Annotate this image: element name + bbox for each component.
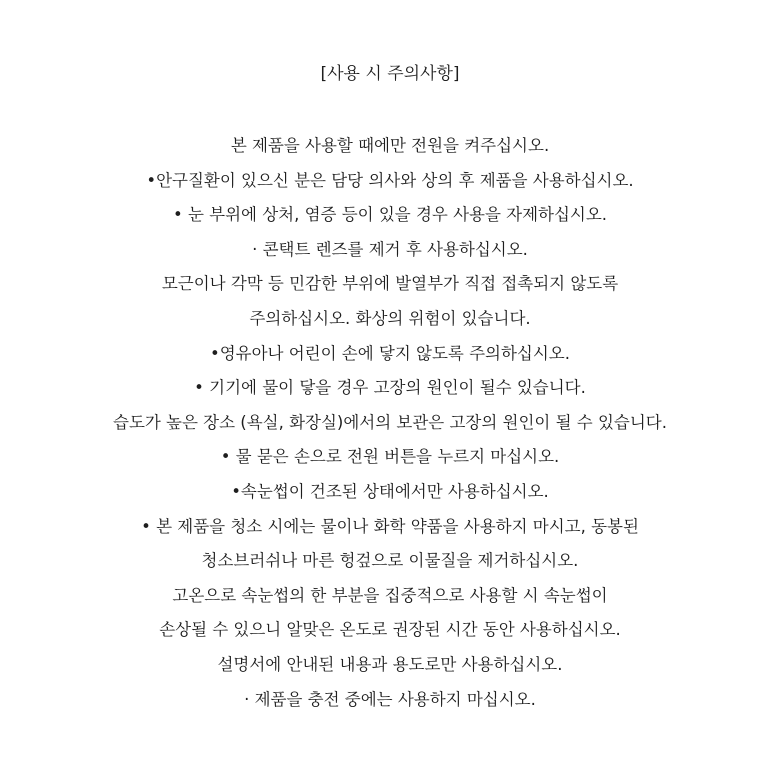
precaution-line: 청소브러쉬나 마른 헝겊으로 이물질을 제거하십시오. [201, 551, 579, 571]
precaution-line: •안구질환이 있으신 분은 담당 의사와 상의 후 제품을 사용하십시오. [146, 170, 634, 190]
precaution-line: · 제품을 충전 중에는 사용하지 마십시오. [244, 689, 536, 709]
precaution-line: • 기기에 물이 닿을 경우 고장의 원인이 될수 있습니다. [194, 378, 586, 398]
precaution-line: • 본 제품을 청소 시에는 물이나 화학 약품을 사용하지 마시고, 동봉된 [141, 516, 639, 536]
precaution-list [0, 134, 780, 722]
precaution-line: 고온으로 속눈썹의 한 부분을 집중적으로 사용할 시 속눈썹이 [172, 585, 608, 605]
precaution-line: 설명서에 안내된 내용과 용도로만 사용하십시오. [217, 654, 563, 674]
precaution-line: 모근이나 각막 등 민감한 부위에 발열부가 직접 접촉되지 않도록 [161, 274, 619, 294]
notice-title: [사용 시 주의사항] [320, 64, 460, 84]
precaution-line: 습도가 높은 장소 (욕실, 화장실)에서의 보관은 고장의 원인이 될 수 있습니다. [113, 412, 667, 432]
precaution-line: 손상될 수 있으니 알맞은 온도로 권장된 시간 동안 사용하십시오. [159, 620, 621, 640]
precaution-line: •속눈썹이 건조된 상태에서만 사용하십시오. [231, 481, 549, 501]
precaution-line: 본 제품을 사용할 때에만 전원을 켜주십시오. [230, 136, 550, 155]
precaution-line: · 콘택트 렌즈를 제거 후 사용하십시오. [252, 239, 528, 259]
precaution-line: • 눈 부위에 상처, 염증 등이 있을 경우 사용을 자제하십시오. [172, 205, 608, 225]
precaution-line: •영유아나 어린이 손에 닿지 않도록 주의하십시오. [210, 343, 570, 363]
precaution-line: 주의하십시오. 화상의 위험이 있습니다. [249, 308, 531, 328]
precaution-line: • 물 묻은 손으로 전원 버튼을 누르지 마십시오. [220, 447, 560, 467]
